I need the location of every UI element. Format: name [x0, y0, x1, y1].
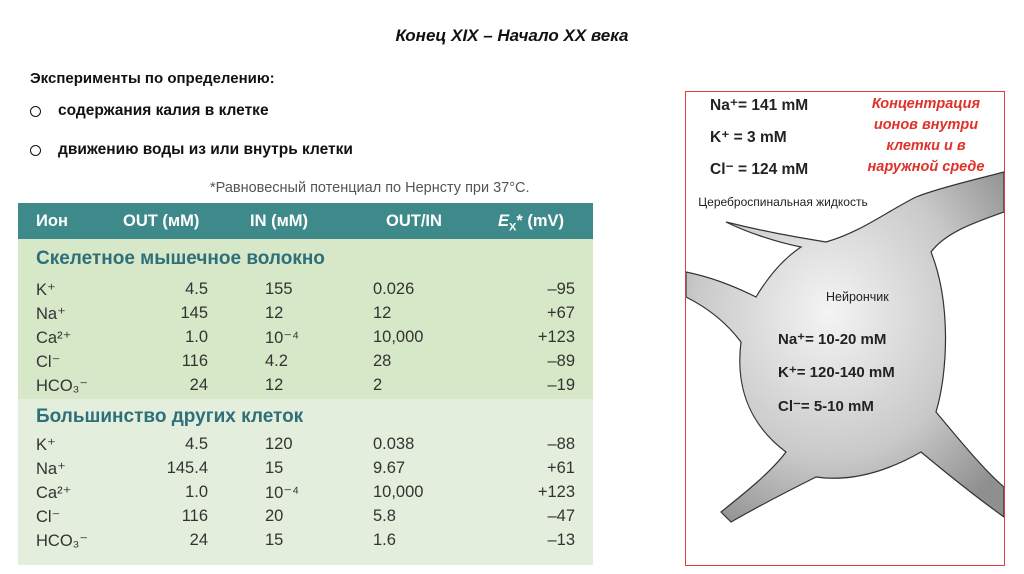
cell-in: 20	[265, 507, 284, 525]
neuron-label: Нейрончик	[826, 290, 889, 304]
inside-na: Na⁺= 10-20 mM	[778, 331, 887, 348]
cell-in: 120	[265, 435, 293, 453]
cell-ex: +67	[547, 304, 575, 322]
section-title-muscle: Скелетное мышечное волокно	[36, 248, 325, 269]
table-row	[18, 328, 593, 352]
cell-out: 1.0	[185, 483, 208, 501]
inside-cl: Cl⁻= 5-10 mM	[778, 398, 874, 415]
cell-ex: +123	[537, 483, 575, 501]
header-in: IN (мМ)	[250, 212, 309, 230]
slide-title: Конец XIX – Начало XX века	[395, 26, 629, 45]
cell-ex: –19	[547, 376, 575, 394]
table-row	[18, 483, 593, 507]
cell-out: 24	[189, 531, 208, 549]
bullet-item	[30, 102, 269, 120]
outside-cl: Cl⁻ = 124 mM	[710, 161, 809, 178]
section-title-other: Большинство других клеток	[36, 406, 304, 427]
cell-in: 15	[265, 459, 284, 477]
cell-ion: K⁺	[36, 436, 56, 454]
table-row	[18, 376, 593, 400]
table-row	[18, 435, 593, 459]
bullet-circle-icon	[30, 145, 41, 156]
cell-ion: K⁺	[36, 281, 56, 299]
header-ex-suffix: * (mV)	[516, 212, 565, 230]
outside-k: K⁺ = 3 mM	[710, 129, 787, 146]
cell-ratio: 0.038	[373, 435, 415, 453]
cell-out: 4.5	[185, 435, 208, 453]
cell-in: 4.2	[265, 352, 288, 370]
cell-in: 155	[265, 280, 293, 298]
cell-ratio: 10,000	[373, 483, 424, 501]
ion-concentration-figure	[685, 91, 1005, 566]
cell-ratio: 10,000	[373, 328, 424, 346]
concentration-note: Концентрация ионов внутри клетки и в наружной среде	[867, 96, 985, 175]
cell-ratio: 0.026	[373, 280, 415, 298]
cell-ex: –88	[547, 435, 575, 453]
table-row	[18, 280, 593, 304]
cell-ion: Cl⁻	[36, 508, 61, 526]
cell-ratio: 1.6	[373, 531, 396, 549]
cell-in: 10⁻⁴	[265, 329, 300, 347]
cell-ratio: 28	[373, 352, 392, 370]
cell-in: 15	[265, 531, 284, 549]
bullet-item	[30, 141, 353, 159]
cell-in: 12	[265, 304, 284, 322]
cell-ratio: 12	[373, 304, 392, 322]
cell-ion: Cl⁻	[36, 353, 61, 371]
cell-ex: –13	[547, 531, 575, 549]
intro-text: Эксперименты по определению:	[30, 70, 275, 87]
cell-ion: Ca²⁺	[36, 329, 72, 347]
csf-label: Цереброспинальная жидкость	[698, 195, 868, 209]
cell-ex: +61	[547, 459, 575, 477]
table-row	[18, 304, 593, 328]
cell-ion: Na⁺	[36, 305, 66, 323]
ion-concentration-table	[18, 203, 593, 565]
cell-ion: Ca²⁺	[36, 484, 72, 502]
inside-k: K⁺= 120-140 mM	[778, 364, 895, 381]
cell-ex: –89	[547, 352, 575, 370]
cell-ion: Na⁺	[36, 460, 66, 478]
outside-na: Na⁺= 141 mM	[710, 97, 809, 114]
header-ex	[498, 212, 564, 233]
bullet-text: содержания калия в клетке	[58, 102, 269, 119]
cell-ratio: 2	[373, 376, 383, 394]
table-row	[18, 352, 593, 376]
header-ex-sub: X	[509, 221, 517, 234]
cell-ex: –95	[547, 280, 575, 298]
cell-out: 4.5	[185, 280, 208, 298]
table-footnote: *Равновесный потенциал по Нернсту при 37°C.	[210, 180, 530, 196]
table-header	[18, 203, 593, 239]
cell-in: 10⁻⁴	[265, 484, 300, 502]
cell-out: 1.0	[185, 328, 208, 346]
cell-ex: +123	[537, 328, 575, 346]
header-ex-letter: E	[498, 212, 510, 230]
cell-out: 116	[181, 507, 208, 525]
cell-ion: HCO₃⁻	[36, 532, 89, 550]
cell-ex: –47	[547, 507, 575, 525]
header-out: OUT (мМ)	[123, 212, 200, 230]
header-ion: Ион	[36, 212, 68, 230]
cell-in: 12	[265, 376, 284, 394]
cell-out: 145	[180, 304, 208, 322]
cell-out: 116	[181, 352, 208, 370]
cell-ion: HCO₃⁻	[36, 377, 89, 395]
cell-out: 24	[189, 376, 208, 394]
table-row	[18, 507, 593, 531]
table-row	[18, 531, 593, 555]
bullet-circle-icon	[30, 106, 41, 117]
cell-ratio: 9.67	[373, 459, 406, 477]
table-row	[18, 459, 593, 483]
header-ratio: OUT/IN	[386, 212, 442, 230]
cell-ratio: 5.8	[373, 507, 396, 525]
cell-out: 145.4	[166, 459, 208, 477]
bullet-text: движению воды из или внутрь клетки	[58, 141, 353, 158]
